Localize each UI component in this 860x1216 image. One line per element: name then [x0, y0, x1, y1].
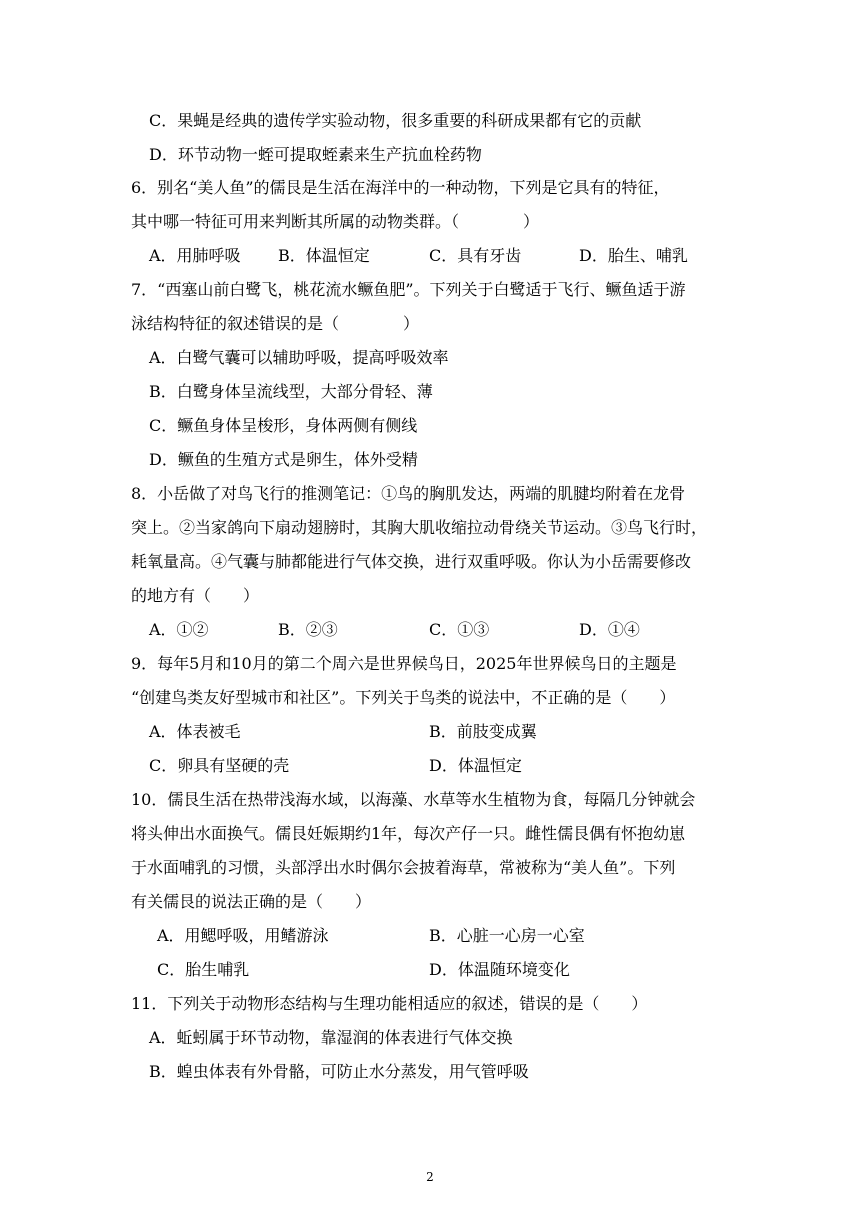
- q7-stem-line2: 泳结构特征的叙述错误的是（ ）: [131, 314, 420, 333]
- q7-option-a: A．白鹭气囊可以辅助呼吸，提高呼吸效率: [149, 348, 449, 367]
- q9-option-d: D．体温恒定: [429, 756, 522, 775]
- q8-option-a: A．①②: [149, 620, 209, 639]
- q11-option-a: A．蚯蚓属于环节动物，靠湿润的体表进行气体交换: [149, 1028, 513, 1047]
- prev-option-d: D．环节动物一蛭可提取蛭素来生产抗血栓药物: [149, 145, 482, 164]
- q11-option-b: B．蝗虫体表有外骨骼，可防止水分蒸发，用气管呼吸: [149, 1062, 529, 1081]
- q10-stem-line2: 将头伸出水面换气。儒艮妊娠期约1年，每次产仔一只。雌性儒艮偶有怀抱幼崽: [131, 824, 686, 843]
- q8-stem-line1: 8．小岳做了对鸟飞行的推测笔记：①鸟的胸肌发达，两端的肌腱均附着在龙骨: [131, 484, 686, 503]
- q11-stem-line1: 11．下列关于动物形态结构与生理功能相适应的叙述，错误的是（ ）: [131, 994, 648, 1013]
- q9-option-b: B．前肢变成翼: [429, 722, 537, 741]
- q10-stem-line4: 有关儒艮的说法正确的是（ ）: [131, 892, 372, 911]
- q8-stem-line4: 的地方有（ ）: [131, 586, 260, 605]
- q7-option-b: B．白鹭身体呈流线型，大部分骨轻、薄: [149, 382, 433, 401]
- q8-option-c: C．①③: [429, 620, 490, 639]
- q10-option-d: D．体温随环境变化: [429, 960, 570, 979]
- q8-option-d: D．①④: [579, 620, 640, 639]
- q10-stem-line3: 于水面哺乳的习惯，头部浮出水时偶尔会披着海草，常被称为“美人鱼”。下列: [131, 858, 676, 877]
- q9-stem-line1: 9．每年5月和10月的第二个周六是世界候鸟日，2025年世界候鸟日的主题是: [131, 654, 677, 673]
- q8-stem-line3: 耗氧量高。④气囊与肺都能进行气体交换，进行双重呼吸。你认为小岳需要修改: [131, 552, 692, 571]
- q10-stem-line1: 10．儒艮生活在热带浅海水域，以海藻、水草等水生植物为食，每隔几分钟就会: [131, 790, 696, 809]
- q10-option-b: B．心脏一心房一心室: [429, 926, 585, 945]
- q7-stem-line1: 7．“西塞山前白鹭飞，桃花流水鳜鱼肥”。下列关于白鹭适于飞行、鳜鱼适于游: [131, 280, 686, 299]
- q9-stem-line2: “创建鸟类友好型城市和社区”。下列关于鸟类的说法中，不正确的是（ ）: [131, 688, 676, 707]
- q6-option-d: D．胎生、哺乳: [579, 246, 688, 265]
- q6-option-a: A．用肺呼吸: [149, 246, 241, 265]
- q6-option-b: B．体温恒定: [278, 246, 370, 265]
- page-number: 2: [426, 1170, 434, 1184]
- q6-stem-line1: 6．别名“美人鱼”的儒艮是生活在海洋中的一种动物，下列是它具有的特征，: [131, 178, 670, 197]
- q8-stem-line2: 突上。②当家鸽向下扇动翅膀时，其胸大肌收缩拉动骨绕关节运动。③鸟飞行时，: [131, 518, 708, 537]
- q10-option-a: A．用鳃呼吸，用鳍游泳: [157, 926, 329, 945]
- q10-option-c: C．胎生哺乳: [157, 960, 250, 979]
- q7-option-d: D．鳜鱼的生殖方式是卵生，体外受精: [149, 450, 418, 469]
- q9-option-a: A．体表被毛: [149, 722, 241, 741]
- q6-stem-line2: 其中哪一特征可用来判断其所属的动物类群。（ ）: [131, 212, 540, 231]
- q9-option-c: C．卵具有坚硬的壳: [149, 756, 290, 775]
- q8-option-b: B．②③: [278, 620, 338, 639]
- q6-option-c: C．具有牙齿: [429, 246, 522, 265]
- prev-option-c: C．果蝇是经典的遗传学实验动物，很多重要的科研成果都有它的贡献: [149, 111, 642, 130]
- q7-option-c: C．鳜鱼身体呈梭形，身体两侧有侧线: [149, 416, 418, 435]
